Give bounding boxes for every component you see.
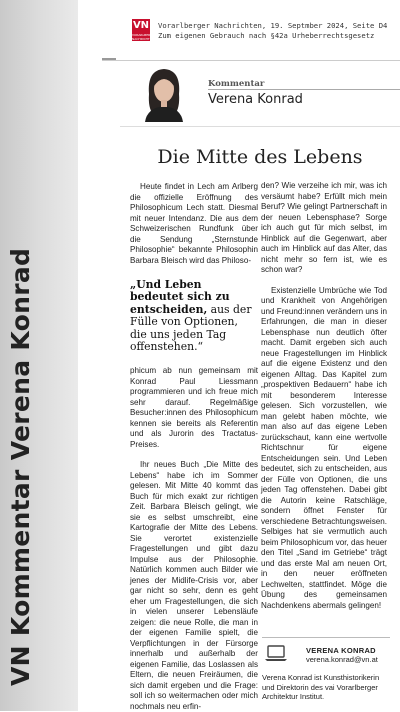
article-column-left — [130, 182, 258, 712]
copyright-line: Zum eigenen Gebrauch nach §42a Urheberrechtsgesetz — [158, 31, 375, 40]
article-column-right — [261, 181, 387, 611]
section-label: Kommentar — [208, 79, 265, 89]
vn-logo — [132, 19, 157, 41]
author-bio: Verena Konrad ist Kunsthistorikerin und Direktorin des vai Vorarlberger Architektur Institut. — [262, 673, 380, 701]
page-header — [120, 0, 400, 42]
paragraph-intro: Heute findet in Lech am Arlberg die offizielle Eröffnung des Philosophicum Lech statt. Diesmal mit neuer Intendanz. Die aus dem Schweizerischen Rundfunk über die Sendung „Sternstunde Philosophie“ bekannte Philosophin Barbara Bleisch wird das Philoso- — [130, 182, 258, 265]
author-portrait — [139, 64, 189, 122]
paragraph-closing: Existenzielle Umbrüche wie Tod und Krankheit von Angehörigen und Freund:innen verändern uns in Erfahrungen, die man in dieser Lebensphase nun deutlich öfter macht. Damit ergeben sich auch neue Fragestellungen im Hinblick auf die eigene Existenz und den eigenen Alltag. Das Kapitel zum „prospektiven Bedauern“ habe ich mit besonderem Interesse gelesen. Sich vorzustellen, wie man gelebt haben möchte, wie man also auf das eigene Leben zurückschaut, kann eine wertvolle Richtschnur für eigene Entscheidungen sein. Und Leben bedeutet, sich zu entscheiden, aus der Fülle von Optionen, die uns jeden Tag offenstehen. Dabei gibt die Autorin keine Ratschläge, sondern öffnet Fenster für verschiedene Betrachtungsweisen. Selbiges hat sie vermutlich auch beim Philosophicum vor, das heuer den Titel „Sand im Getriebe“ trägt und das erste Mal am neuen Ort, in den neuer eröffneten Lechwelten, stattfindet. Möge die Übung des gemeinsamen Nachdenkens abermals gelingen! — [261, 285, 387, 610]
header-divider — [102, 60, 400, 61]
paragraph-book: Ihr neues Buch „Die Mitte des Lebens“ habe ich im Sommer gelesen. Mit Mitte 40 kommt das Buch für mich exakt zur richtigen Zeit. Barbara Bleisch gelingt, wie sie es selbst umschreibt, eine Kartografie der Mitte des Lebens. Sie verortet existenzielle Fragestellungen und gibt dazu Impulse aus der Philosophie. Natürlich kommen auch Bilder wie jenes der Midlife-Crisis vor, aber gar nicht so sehr, denn es geht eher um Fragestellungen, die sich in vielen unserer Lebensläufe zeigen: die neue Rolle, die man in der eigenen Familie spielt, die Verpflichtungen in der Fürsorge innerhalb und außerhalb der eigenen Familie, das Loslassen als Eltern, die neuen Freiräumen, die sich damit ergeben und die Frage: soll ich so weitermachen oder mich nochmals neu erfin- — [130, 460, 258, 711]
author-email[interactable]: verena.konrad@vn.at — [306, 655, 378, 664]
author-box-divider — [262, 637, 390, 638]
pull-quote — [130, 279, 258, 353]
pull-quote-bold: „Und Leben bedeutet sich zu entscheiden, — [130, 278, 230, 316]
paragraph-questions: den? Wie verzeihe ich mir, was ich versäumt habe? Erfüllt mich mein Beruf? Wie gelingt Partnerschaft in der neuen Lebensphase? Sorge ich auch gut für mich selbst, im Hinblick auf die Gegenwart, aber auch im Hinblick auf das Alter, das nicht mehr so fern ist, wie es schon war? — [261, 181, 387, 274]
pull-quote-rest: aus der Fülle von Optionen, die uns jeden Tag offenstehen.“ — [130, 302, 252, 354]
paragraph-continued: phicum ab nun gemeinsam mit Konrad Paul Liessmann programmieren und ich freue mich sehr darauf. Regelmäßige Besucher:innen des Philosophicum kennen sie bereits als Referentin und als Jurorin des Tractatus-Preises. — [130, 366, 258, 449]
logo-subtext: VORARLBERGER NACHRICHTEN — [132, 33, 157, 41]
author-name: Verena Konrad — [208, 92, 303, 107]
headline-divider — [120, 126, 400, 127]
author-box-name: VERENA KONRAD — [306, 646, 376, 655]
article-headline: Die Mitte des Lebens — [157, 146, 363, 168]
source-line: Vorarlberger Nachrichten, 19. Septmber 2024, Seite D4 — [158, 21, 388, 30]
side-caption: VN Kommentar Verena Konrad — [6, 247, 35, 686]
laptop-icon — [265, 645, 287, 662]
label-divider — [208, 89, 400, 90]
logo-text: VN — [132, 20, 150, 31]
